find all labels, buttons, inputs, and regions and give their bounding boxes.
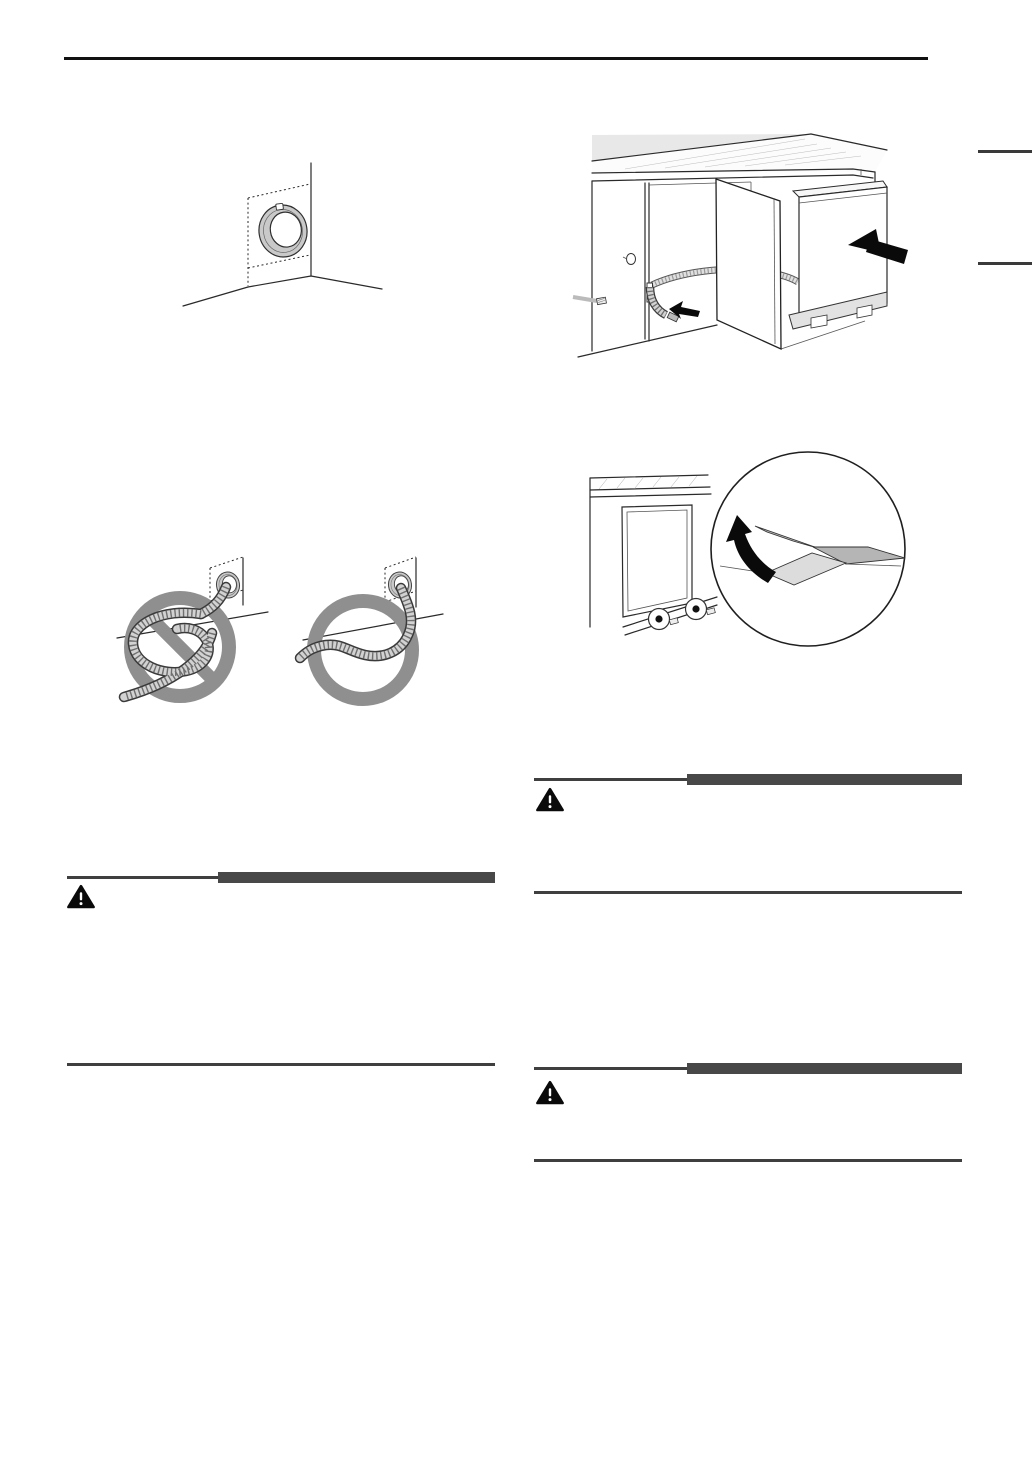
countertop — [592, 134, 887, 193]
warning-triangle-icon — [67, 884, 95, 909]
figure-wall-duct-hole — [150, 130, 420, 340]
leveling-foot-detail — [649, 609, 679, 630]
caution-right-bottom-end-rule — [534, 1159, 962, 1162]
caution-left-rule — [67, 876, 218, 879]
caution-right-bottom-rule — [534, 1067, 687, 1070]
header-rule — [64, 57, 928, 60]
caution-right-top-rule — [534, 778, 687, 781]
caution-left-bar — [218, 872, 495, 883]
caution-right-top-bar — [687, 774, 962, 785]
counter-and-appliance — [590, 475, 717, 635]
figure-hose-routing — [100, 540, 470, 720]
open-door-panel — [716, 179, 781, 349]
edge-tab-top-line — [978, 150, 1032, 153]
figure-peel-film-detail — [565, 435, 937, 671]
hose-smooth-right — [300, 557, 443, 699]
dishwasher-body — [789, 181, 887, 329]
figure-push-appliance-under-counter — [565, 125, 975, 370]
duct-collar-icon — [255, 200, 310, 260]
caution-right-top-end-rule — [534, 891, 962, 894]
warning-triangle-icon — [536, 787, 564, 812]
warning-triangle-icon — [536, 1080, 564, 1105]
leveling-foot-detail — [686, 599, 716, 620]
edge-tab-bottom-line — [978, 262, 1032, 265]
caution-left-end-rule — [67, 1063, 495, 1066]
caution-right-bottom-bar — [687, 1063, 962, 1074]
hose-loop-wrong — [117, 557, 268, 697]
